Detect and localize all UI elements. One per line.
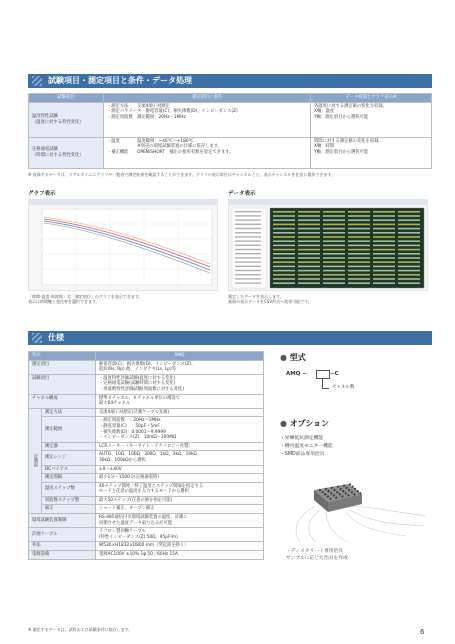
option-item: ・槽内温度モニター機能 bbox=[280, 444, 333, 449]
spec-value: 最大50ステップ(任意の値を指定可能) bbox=[96, 496, 264, 505]
table-row bbox=[29, 482, 264, 496]
table-row bbox=[29, 360, 264, 374]
bullet-icon: ● bbox=[280, 419, 287, 428]
row-conditions: ・測定方法 交流4端子対測定 ・測定パラメータ 静電容量(C)、損失係数(D)、インピーダンス(Z) ・測定周波数 測定範囲：20Hz〜1MHz bbox=[104, 102, 311, 137]
spec-group-label: 計測部 bbox=[29, 408, 42, 513]
option-item: ・SMD部品専用治具 bbox=[280, 452, 325, 457]
model-heading bbox=[280, 352, 430, 363]
table-row bbox=[29, 505, 264, 514]
test-items-table bbox=[28, 93, 432, 169]
table-row bbox=[29, 551, 264, 560]
spec-label: 電源設備 bbox=[29, 551, 96, 560]
section2-note: ※ 測定するデータは、試料および試験条件に依存します。 bbox=[28, 627, 133, 632]
spec-header-row bbox=[29, 352, 264, 361]
row-conditions: ・温度 温度範囲：−40℃〜+180℃ ※別売の環境試験装置の仕様に依存します。 ・補正機能 OPEN/SHORT 補正の使用有無を設定できます。 bbox=[104, 137, 311, 168]
spec-value: 交流4端子対測定(計測ケーブル先端) bbox=[96, 408, 264, 417]
spec-label: DCバイアス bbox=[41, 465, 95, 474]
table-row bbox=[29, 417, 264, 442]
spec-value: テフロン製同軸ケーブル (特性インピーダンス(Z) 50Ω、95pF/m) bbox=[96, 528, 264, 542]
stripe-decoration bbox=[32, 76, 42, 86]
spec-value: 40ステップ開始／終了温度とステップ間隔を指定する モードと任意の温度を入力するモードから選択 bbox=[96, 482, 264, 496]
spec-value: 最小1分〜1500分(定格通電時) bbox=[96, 474, 264, 483]
datalist-screenshot bbox=[228, 199, 428, 291]
row-record: 各温度に対する測定値の変化を収録。 X軸：温度 Y軸：測定項目から選択可能 bbox=[311, 102, 432, 137]
options-block bbox=[280, 418, 430, 459]
model-channel-label: チャネル数 bbox=[332, 385, 355, 390]
table-header-row bbox=[29, 94, 432, 103]
spec-value: 静電容量(C)、損失係数(D)、インピーダンス(Z)、 抵抗(Rs, Rp) 他、インダクタ(Ls, Lp)等 bbox=[96, 360, 264, 374]
section-title-text: 試験項目・測定項目と条件・データ処理 bbox=[48, 76, 192, 85]
graph-title: グラフ表示 bbox=[28, 191, 56, 197]
options-title: オプション bbox=[289, 419, 330, 428]
section-title-spec bbox=[28, 331, 432, 345]
options-list bbox=[280, 435, 430, 459]
graph-caption: 「時間-温度-周波数」対「測定項目」のグラフを表示できます。 表示は時間軸と変化率を選択できます。 bbox=[28, 294, 143, 304]
model-title: 型式 bbox=[289, 353, 306, 362]
table-row bbox=[29, 528, 264, 542]
bullet-icon: ● bbox=[280, 353, 287, 362]
spec-label: チャネル構成 bbox=[29, 394, 96, 408]
option-item: ・昇練抵抗測定機能 bbox=[280, 436, 324, 441]
spec-label: 周波数ステップ数 bbox=[41, 496, 95, 505]
row-record: 時間に対する測定値の変化を収録。 X軸：時間 Y軸：測定項目から選択可能 bbox=[311, 137, 432, 168]
page-number: 6 bbox=[420, 628, 425, 636]
section1-note: ※ 収録するデータは、リアルタイムにグラフや一覧表で測定結果を確認することができます。グラフの表示単位はチャンネルごと。表示チャンネルを任意に選択できます。 bbox=[28, 172, 336, 177]
spec-label: 測定間隔 bbox=[41, 474, 95, 483]
table-row bbox=[29, 451, 264, 465]
spec-label: 測定レンジ bbox=[41, 451, 95, 465]
spec-value: AUTO、10Ω、100Ω、300Ω、1kΩ、3kΩ、10kΩ、 30kΩ、100kΩから選択 bbox=[96, 451, 264, 465]
datalist-caption: 測定したデータを表示します。 画面の表示データをCSV形式へ変更可能です。 bbox=[228, 294, 312, 304]
table-row bbox=[29, 465, 264, 474]
spec-label: 試験項目 bbox=[29, 374, 96, 394]
options-heading bbox=[280, 418, 430, 429]
table-row bbox=[29, 496, 264, 505]
spec-label: 測定範囲 bbox=[41, 417, 95, 442]
section-title-text: 仕様 bbox=[48, 333, 64, 342]
spec-value: LCRメーター（キーサイト・テクノロジー社製） bbox=[96, 442, 264, 451]
spec-value: ±0〜±40V bbox=[96, 465, 264, 474]
spec-value: ・温度特性評価試験(温度に対する変化) ・定格通電試験(試験時間に対する変化) ・周波数特性評価試験(周波数に対する変化) bbox=[96, 374, 264, 394]
table-row bbox=[29, 374, 264, 394]
table-row bbox=[29, 102, 432, 137]
model-block bbox=[280, 352, 430, 397]
spec-header-label: 型式 bbox=[29, 352, 96, 361]
stripe-decoration bbox=[32, 333, 42, 343]
spec-label: 補正 bbox=[41, 505, 95, 514]
spec-label: 外法 bbox=[29, 542, 96, 551]
header-conditions: 測定項目と条件 bbox=[104, 94, 311, 103]
model-code-leader bbox=[322, 378, 329, 389]
spec-value: W530×H1832×D800 mm（突起部を除く） bbox=[96, 542, 264, 551]
model-code-prefix: AMQ − bbox=[286, 371, 307, 377]
spec-label: 測定方法 bbox=[41, 408, 95, 417]
table-row bbox=[29, 408, 264, 417]
spec-label: 測定項目 bbox=[29, 360, 96, 374]
row-item: 温度特性試験 （温度に対する特性変化） bbox=[29, 102, 104, 137]
spec-label: 計測ケーブル bbox=[29, 528, 96, 542]
header-test-item: 試験項目 bbox=[29, 94, 104, 103]
graph-screenshot bbox=[28, 199, 218, 291]
model-code-suffix: −C bbox=[330, 371, 339, 377]
datalist-title: データ表示 bbox=[228, 191, 256, 197]
spec-value: ・測定周波数 ：20Hz〜1MHz ・静電容量(C) ：50pF〜5mF ・損失係数(D)：0.0001〜9.9999 ・インピーダンス(Z)：10mΩ〜100MΩ bbox=[96, 417, 264, 442]
spec-table bbox=[28, 351, 264, 560]
header-record: データ収録とグラフ表示※ bbox=[311, 94, 432, 103]
spec-label: 測定器 bbox=[41, 442, 95, 451]
fixture-photo bbox=[286, 476, 430, 544]
fixture-caption: ・ディスクリート専用治具 サンプルに応じた治具を作成 bbox=[286, 549, 348, 561]
spec-value: 電源AC100V ±10% 1φ 50／60Hz 15A bbox=[96, 551, 264, 560]
spec-value: RS-485通信付き環境試験装置の温度、計測に 同期させた温度データ取り込みが可能 bbox=[96, 514, 264, 528]
spec-label: 環境試験装置制御 bbox=[29, 514, 96, 528]
fixture-block bbox=[314, 483, 362, 512]
section-title-tests bbox=[28, 74, 432, 88]
table-row bbox=[29, 442, 264, 451]
table-row bbox=[29, 137, 432, 168]
table-row bbox=[29, 514, 264, 528]
row-item: 定格通電試験 （時間に対する特性変化） bbox=[29, 137, 104, 168]
spec-value: ショート補正、オープン補正 bbox=[96, 505, 264, 514]
model-code bbox=[280, 369, 430, 397]
table-row bbox=[29, 394, 264, 408]
table-row bbox=[29, 542, 264, 551]
table-row bbox=[29, 474, 264, 483]
spec-label: 温度ステップ数 bbox=[41, 482, 95, 496]
spec-header-model: AMQ bbox=[96, 352, 264, 361]
spec-value: 標準８チャネル、８チャネル単位の増設で 最大64チャネル bbox=[96, 394, 264, 408]
